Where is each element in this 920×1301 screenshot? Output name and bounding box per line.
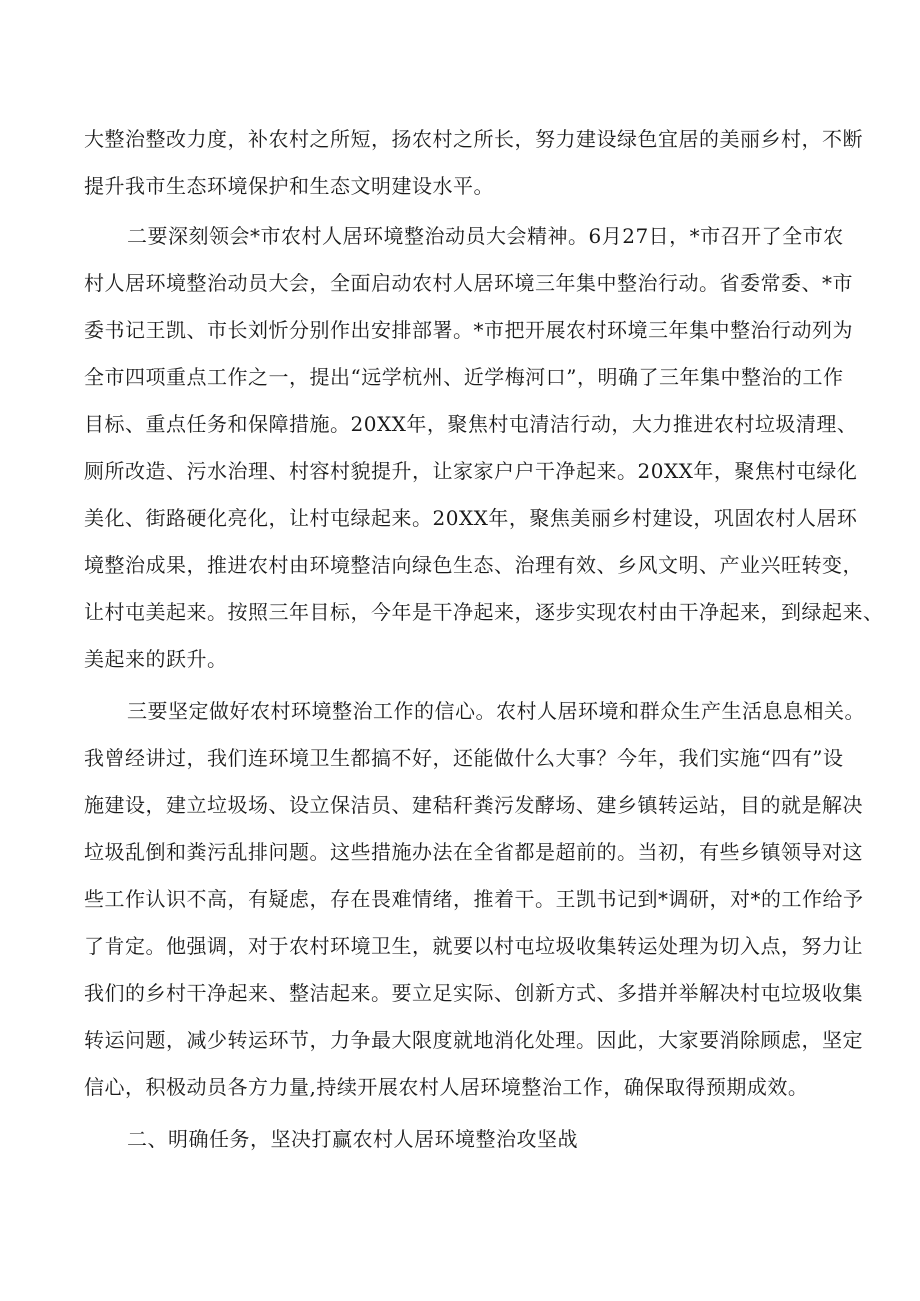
paragraph-2-line-10: 美起来的跃升。 xyxy=(84,647,228,671)
paragraph-3-line-8: 转运问题，减少转运环节，力争最大限度就地消化处理。因此，大家要消除顾虑，坚定 xyxy=(84,1028,863,1052)
paragraph-2-line-1: 二要深刻领会*市农村人居环境整治动员大会精神。6月27日，*市召开了全市农 xyxy=(127,224,844,248)
paragraph-2-line-3: 委书记王凯、市长刘忻分别作出安排部署。*市把开展农村环境三年集中整治行动列为 xyxy=(84,318,853,342)
paragraph-2-line-4: 全市四项重点工作之一，提出“远学杭州、近学梅河口”，明确了三年集中整治的工作 xyxy=(84,365,844,389)
paragraph-2-line-5: 目标、重点任务和保障措施。20XX年，聚焦村屯清洁行动，大力推进农村垃圾清理、 xyxy=(84,412,858,436)
paragraph-3-line-4: 垃圾乱倒和粪污乱排问题。这些措施办法在全省都是超前的。当初，有些乡镇领导对这 xyxy=(84,840,863,864)
paragraph-1-line-2: 提升我市生态环境保护和生态文明建设水平。 xyxy=(84,174,494,198)
paragraph-2-line-8: 境整治成果，推进农村由环境整洁向绿色生态、治理有效、乡风文明、产业兴旺转变， xyxy=(84,553,863,577)
section-heading: 二、明确任务，坚决打赢农村人居环境整治攻坚战 xyxy=(127,1127,578,1151)
paragraph-2-line-2: 村人居环境整治动员大会，全面启动农村人居环境三年集中整治行动。省委常委、*市 xyxy=(84,271,853,295)
paragraph-1-line-1: 大整治整改力度，补农村之所短，扬农村之所长，努力建设绿色宜居的美丽乡村，不断 xyxy=(84,127,863,151)
paragraph-3-line-2: 我曾经讲过，我们连环境卫生都搞不好，还能做什么大事？今年，我们实施“四有”设 xyxy=(84,746,844,770)
paragraph-3-line-9: 信心，积极动员各方力量,持续开展农村人居环境整治工作，确保取得预期成效。 xyxy=(84,1075,809,1099)
paragraph-2-line-7: 美化、街路硬化亮化，让村屯绿起来。20XX年，聚焦美丽乡村建设，巩固农村人居环 xyxy=(84,506,858,530)
paragraph-3-line-6: 了肯定。他强调，对于农村环境卫生，就要以村屯垃圾收集转运处理为切入点，努力让 xyxy=(84,934,863,958)
paragraph-3-line-3: 施建设，建立垃圾场、设立保洁员、建秸秆粪污发酵场、建乡镇转运站，目的就是解决 xyxy=(84,793,863,817)
paragraph-2-line-6: 厕所改造、污水治理、村容村貌提升，让家家户户干净起来。20XX年，聚焦村屯绿化 xyxy=(84,459,858,483)
paragraph-3-line-5: 些工作认识不高，有疑虑，存在畏难情绪，推着干。王凯书记到*调研，对*的工作给予 xyxy=(84,887,864,911)
paragraph-3-line-7: 我们的乡村干净起来、整洁起来。要立足实际、创新方式、多措并举解决村屯垃圾收集 xyxy=(84,981,863,1005)
paragraph-3-line-1: 三要坚定做好农村环境整治工作的信心。农村人居环境和群众生产生活息息相关。 xyxy=(127,699,865,723)
paragraph-2-line-9: 让村屯美起来。按照三年目标，今年是干净起来，逐步实现农村由干净起来，到绿起来、 xyxy=(84,600,884,624)
